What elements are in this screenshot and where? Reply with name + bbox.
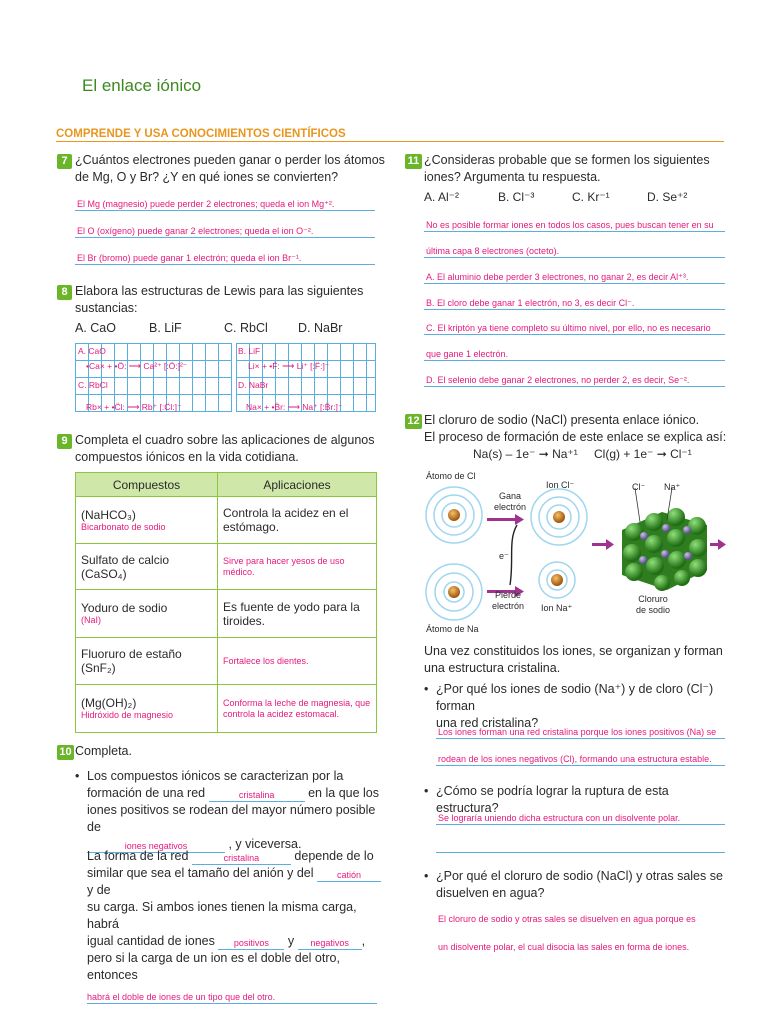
q8-option-a: A. CaO — [75, 321, 116, 335]
question-8-text-2: sustancias: — [75, 301, 138, 315]
blank-6: negativos — [298, 938, 362, 950]
table-row — [76, 497, 377, 544]
q8-options — [75, 321, 385, 335]
blank-4: catión — [317, 870, 381, 882]
q12-answer-2-blank-line — [436, 841, 725, 853]
question-7-text-1: ¿Cuántos electrones pueden ganar o perder los átomos — [75, 153, 385, 167]
lewis-b-equation: Li× + •F̈: ⟶ Li⁺ [:F̈:]⁻ — [248, 361, 330, 371]
ion-formation-illustration — [422, 470, 727, 635]
compound-answer: (NaI) — [81, 615, 101, 625]
section-heading: COMPRENDE Y USA CONOCIMIENTOS CIENTÍFICOS — [56, 128, 724, 142]
q11-option-c: C. Kr⁻¹ — [572, 190, 610, 204]
compound-name: Fluoruro de estaño (SnF₂) — [81, 647, 182, 675]
question-7 — [75, 152, 385, 186]
table-cell — [76, 638, 218, 685]
chlorine-atom — [426, 487, 482, 543]
q11-options — [424, 190, 724, 204]
question-11-text-2: iones? Argumenta tu respuesta. — [424, 170, 601, 184]
bullet: • — [424, 869, 429, 883]
bullet: • — [75, 769, 80, 783]
q12-intro: Una vez constituidos los iones, se organizan y forman una estructura cristalina. — [424, 644, 723, 675]
question-11-badge: 11 — [405, 153, 422, 169]
q7-answer-3: El Br (bromo) puede ganar 1 electrón; queda el ion Br⁻¹. — [75, 252, 375, 265]
question-9-text-2: compuestos iónicos en la vida cotidiana. — [75, 450, 299, 464]
application-text: Controla la acidez en el estómago. — [223, 506, 349, 534]
table-cell — [218, 544, 377, 590]
blank-2: iones negativos — [87, 841, 225, 853]
q12-answer-3b: un disolvente polar, el cual disocia las sales en forma de iones. — [438, 942, 690, 952]
table-cell — [76, 685, 218, 733]
electron-path — [510, 525, 517, 585]
table-cell — [76, 590, 218, 638]
q8-option-c: C. RbCl — [224, 321, 268, 335]
q10-paragraph-1: • Los compuestos iónicos se caracterizan por la formación de una red cristalina en la que los iones positivos se rodean del mayor número posible de iones negativos , y viceversa. — [75, 769, 379, 851]
compound-answer: Bicarbonato de sodio — [81, 521, 166, 532]
table-cell — [218, 590, 377, 638]
question-11-text-1: ¿Consideras probable que se formen los siguientes — [424, 153, 710, 167]
table-cell — [218, 685, 377, 733]
label-ion-cl: Ion Cl⁻ — [546, 480, 575, 490]
q7-answer-1: El Mg (magnesio) puede perder 2 electrones; queda el ion Mg⁺². — [75, 198, 375, 211]
q11-answer-1: No es posible formar iones en todos los casos, pues buscan tener en su — [424, 219, 725, 232]
q12-bullet-3: • ¿Por qué el cloruro de sodio (NaCl) y otras sales se disuelven en agua? — [424, 869, 723, 900]
sodium-atom — [426, 564, 482, 620]
q10-paragraph-2: La forma de la red cristalina depende de lo similar que sea el tamaño del anión y del catión y de su carga. Si ambos iones tienen la misma carga, habrá igual cantidad de iones positivos y negativos , pero si la carga de un ion es el doble del otro, entonces habrá el doble de iones de un tipo que del otro. — [87, 848, 387, 1004]
q12-bullet-1: • ¿Por qué los iones de sodio (Na⁺) y de cloro (Cl⁻) forman una red cristalina? — [424, 682, 714, 730]
q11-option-b: B. Cl⁻³ — [498, 190, 535, 204]
question-9 — [75, 432, 385, 466]
question-10-badge: 10 — [57, 744, 74, 760]
table-cell — [76, 497, 218, 544]
question-8-badge: 8 — [57, 284, 72, 300]
q11-answer-6: que gane 1 electrón. — [424, 348, 725, 361]
q7-answer-2: El O (oxígeno) puede ganar 2 electrones; queda el ion O⁻². — [75, 225, 375, 238]
q11-answer-4: B. El cloro debe ganar 1 electrón, no 3, es decir Cl⁻. — [424, 297, 725, 310]
question-11 — [424, 152, 734, 186]
table-cell — [76, 544, 218, 590]
lewis-a-equation: •Ca× + •Ö: ⟶ Ca²⁺ [:Ö:]²⁻ — [86, 361, 188, 371]
table-header-applications: Aplicaciones — [218, 473, 377, 497]
q11-option-d: D. Se⁺² — [647, 190, 688, 204]
compound-answer: Hidróxido de magnesio — [81, 710, 174, 720]
question-7-text-2: de Mg, O y Br? ¿Y en qué iones se convierten? — [75, 170, 339, 184]
table-row — [76, 544, 377, 590]
question-7-badge: 7 — [57, 153, 72, 169]
q8-option-d: D. NaBr — [298, 321, 343, 335]
blank-5: positivos — [218, 938, 284, 950]
question-12-text-1: El cloruro de sodio (NaCl) presenta enlace iónico. — [424, 413, 700, 427]
q11-answer-3: A. El aluminio debe perder 3 electrones, no ganar 2, es decir Al⁺³. — [424, 271, 725, 284]
lewis-b-label: B. LiF — [238, 346, 261, 356]
lewis-c-equation: Rb× + •C̈l: ⟶ Rb⁺ [:C̈l:]⁻ — [86, 402, 182, 412]
q12-answer-1a: Los iones forman una red cristalina porque los iones positivos (Na) se — [436, 726, 725, 739]
blank-1: cristalina — [209, 790, 305, 802]
lewis-a-label: A. CaO — [78, 346, 106, 356]
question-12 — [424, 412, 734, 446]
q12-answer-3a: El cloruro de sodio y otras sales se disuelven en agua porque es — [438, 914, 696, 924]
equation-chlorine: Cl(g) + 1e⁻ ➞ Cl⁻¹ — [594, 447, 692, 461]
compound-name: Sulfato de calcio (CaSO₄) — [81, 552, 170, 581]
label-atom-na: Átomo de Na — [426, 624, 479, 634]
blank-3: cristalina — [192, 853, 291, 865]
application-answer: Conforma la leche de magnesia, que controla la acidez estomacal. — [223, 697, 371, 719]
label-sodium-chloride: Cloruro de sodio — [635, 594, 671, 615]
q8-option-b: B. LiF — [149, 321, 182, 335]
application-answer: Sirve para hacer yesos de uso médico. — [223, 555, 345, 577]
q12-answer-1b: rodean de los iones negativos (Cl), formando una estructura estable. — [436, 753, 725, 766]
table-row — [76, 638, 377, 685]
label-cl: Cl⁻ — [632, 482, 646, 492]
lewis-c-label: C. RbCl — [78, 380, 108, 390]
question-12-badge: 12 — [405, 413, 422, 429]
chloride-ion — [531, 489, 587, 545]
lewis-d-equation: Na× + •B̈r: ⟶ Na⁺ [:B̈r:]⁻ — [246, 402, 343, 412]
blank-7: habrá el doble de iones de un tipo que del otro. — [87, 992, 377, 1004]
question-10-text: Completa. — [75, 744, 132, 758]
label-atom-cl: Átomo de Cl — [426, 471, 476, 481]
application-answer: Fortalece los dientes. — [223, 655, 309, 666]
equation-sodium: Na(s) – 1e⁻ ➞ Na⁺¹ — [473, 447, 578, 461]
question-12-text-2: El proceso de formación de este enlace se explica así: — [424, 430, 727, 444]
compound-name: Yoduro de sodio — [81, 601, 168, 615]
q12-answer-2: Se lograría uniendo dicha estructura con un disolvente polar. — [436, 812, 725, 825]
label-lose-electron: Pierde electrón — [491, 590, 525, 611]
sodium-chloride-crystal — [622, 488, 707, 591]
question-9-text-1: Completa el cuadro sobre las aplicaciones de algunos — [75, 433, 375, 447]
application-text: Es fuente de yodo para la tiroides. — [223, 599, 360, 628]
label-na: Na⁺ — [664, 482, 681, 492]
sodium-ion — [539, 562, 575, 598]
lewis-d-label: D. NaBr — [238, 380, 269, 390]
question-9-badge: 9 — [57, 433, 72, 449]
question-8-text-1: Elabora las estructuras de Lewis para las siguientes — [75, 284, 364, 298]
compound-name: (Mg(OH)₂) — [81, 696, 137, 710]
label-ion-na: Ion Na⁺ — [541, 603, 573, 613]
table-header-compounds: Compuestos — [76, 473, 218, 497]
applications-table — [75, 472, 377, 733]
q11-option-a: A. Al⁻² — [424, 190, 460, 204]
table-row — [76, 685, 377, 733]
bullet: • — [424, 784, 429, 798]
table-row — [76, 590, 377, 638]
label-electron: e⁻ — [499, 551, 509, 561]
table-cell — [218, 497, 377, 544]
label-gain-electron: Gana electrón — [493, 491, 527, 512]
table-cell — [218, 638, 377, 685]
question-8 — [75, 283, 385, 317]
q11-answer-2: última capa 8 electrones (octeto). — [424, 245, 725, 258]
q11-answer-5: C. El kriptón ya tiene completo su último nivel, por ello, no es necesario — [424, 322, 725, 335]
q11-answer-7: D. El selenio debe ganar 2 electrones, no perder 2, es decir, Se⁻². — [424, 374, 725, 387]
q12-bullet-2: • ¿Cómo se podría lograr la ruptura de esta estructura? — [424, 784, 669, 815]
page-title: El enlace iónico — [82, 76, 202, 95]
compound-name: (NaHCO₃) — [81, 507, 136, 522]
bullet: • — [424, 682, 429, 696]
